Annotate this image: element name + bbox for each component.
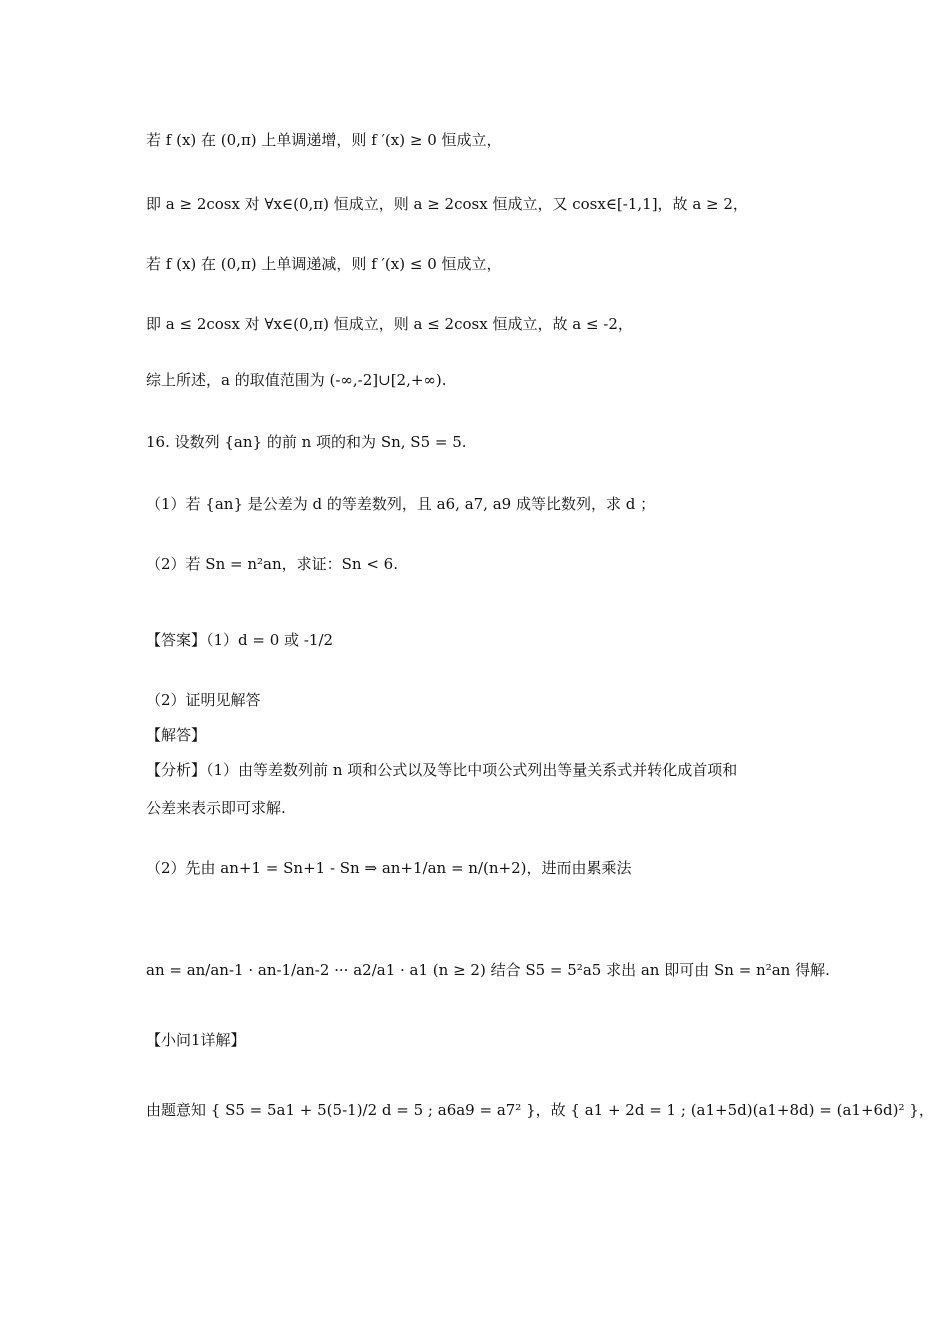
analysis-line-1: 【分析】（1）由等差数列前 n 项和公式以及等比中项公式列出等量关系式并转化成首项和 [146, 761, 738, 779]
text-line-3: 若 f (x) 在 (0,π) 上单调递减，则 f ′(x) ≤ 0 恒成立， [146, 255, 502, 273]
text-line-5: 综上所述，a 的取值范围为 (-∞,-2]∪[2,+∞). [146, 371, 447, 389]
text-line-2: 即 a ≥ 2cosx 对 ∀x∈(0,π) 恒成立，则 a ≥ 2cosx 恒成立，又 cosx∈[-1,1]，故 a ≥ 2， [146, 195, 748, 213]
subquestion-1-heading: 【小问1详解】 [146, 1031, 246, 1049]
text-line-1: 若 f (x) 在 (0,π) 上单调递增，则 f ′(x) ≥ 0 恒成立， [146, 131, 502, 149]
analysis-part-2: （2）先由 an+1 = Sn+1 - Sn ⇒ an+1/an = n/(n+2)，进而由累乘法 [146, 859, 632, 877]
answer-line: 【答案】（1）d = 0 或 -1/2 [146, 631, 334, 649]
analysis-product-formula: an = an/an-1 · an-1/an-2 ··· a2/a1 · a1 (n ≥ 2) 结合 S5 = 5²a5 求出 an 即可由 Sn = n²an 得解. [146, 961, 830, 979]
solution-heading: 【解答】 [146, 726, 207, 744]
system-equations-line: 由题意知 { S5 = 5a1 + 5(5-1)/2 d = 5 ; a6a9 = a7² }，故 { a1 + 2d = 1 ; (a1+5d)(a1+8d) = (a1+6d)² }， [146, 1101, 934, 1119]
text-line-4: 即 a ≤ 2cosx 对 ∀x∈(0,π) 恒成立，则 a ≤ 2cosx 恒成立，故 a ≤ -2， [146, 315, 633, 333]
answer-part-2: （2）证明见解答 [146, 691, 261, 709]
problem-16-part-2: （2）若 Sn = n²an，求证：Sn < 6. [146, 555, 398, 573]
problem-16-title: 16. 设数列 {an} 的前 n 项的和为 Sn, S5 = 5. [146, 433, 467, 451]
analysis-line-2: 公差来表示即可求解. [146, 799, 286, 817]
problem-16-part-1: （1）若 {an} 是公差为 d 的等差数列，且 a6, a7, a9 成等比数列，求 d ； [146, 495, 656, 513]
